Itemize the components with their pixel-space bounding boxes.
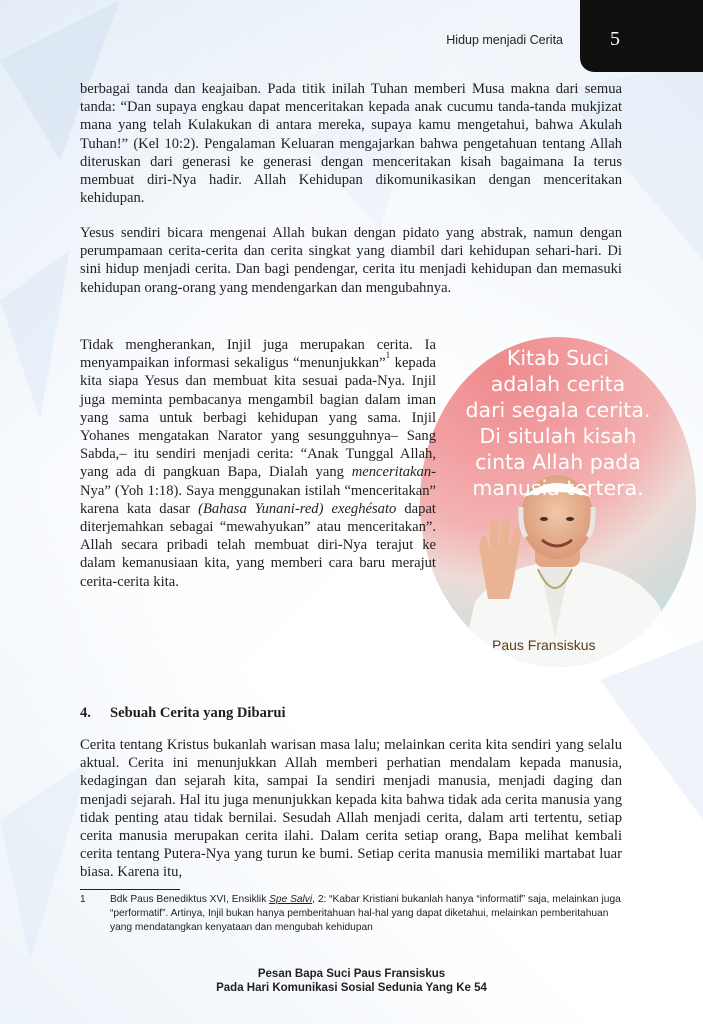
paragraph-1: berbagai tanda dan keajaiban. Pada titik inilah Tuhan memberi Musa makna dari semua tanda: “Dan supaya engkau dapat menceritakan kepada anak cucumu tanda-tanda mukjizat mana yang telah Kulakukan di antara mereka, supaya kamu mengetahui, bahwa Akulah Tuhan!” (Kel 10:2). Pengalaman Keluaran mengajarkan bahwa pengetahuan tentang Allah diteruskan dari generasi ke generasi dengan menceritakan kisah bagaimana Ia terus membuat diri-Nya hadir. Allah Kehidupan dikomunikasikan dengan menceritakan kehidupan. xyxy=(80,81,622,207)
paragraph-2: Yesus sendiri bicara mengenai Allah bukan dengan pidato yang abstrak, namun dengan perumpamaan cerita-cerita dan cerita singkat yang diambil dari kehidupan sehari-hari. Di sini hidup menjadi cerita. Dan bagi pendengar, cerita itu menjadi kehidupan dan memasuki kehidupan orang-orang yang mendengarkan dan mengubahnya. xyxy=(80,225,622,296)
footnote-text-a: Bdk Paus Benediktus XVI, Ensiklik xyxy=(110,894,270,905)
section-heading xyxy=(80,705,286,722)
footnote xyxy=(80,893,625,935)
paragraph-3-emphasis-1: menceritakan xyxy=(351,464,432,481)
paragraph-3-emphasis-2: (Bahasa Yunani-red) exeghésato xyxy=(198,500,397,517)
page-footer xyxy=(0,967,703,995)
paragraph-3-text-d: dapat diterjemahkan sebagai “mewahyukan” atau menceritakan”. Allah secara pribadi telah membuat diri-Nya terajut ke dalam kemanusiaan kita, yang memberi cara baru merajut cerita-cerita kita. xyxy=(80,500,436,590)
quote-line: manusia tertera. xyxy=(472,476,644,500)
footnote-work-title: Spe Salvi xyxy=(269,894,313,905)
quote-callout xyxy=(420,337,696,667)
footnote-text xyxy=(110,893,625,935)
footnote-divider xyxy=(80,889,180,890)
quote-line: cinta Allah pada xyxy=(475,450,641,474)
paragraph-3-text-b: kepada kita siapa Yesus dan membuat kita sesuai pada-Nya. Injil juga meminta pembacanya mengambil bagian dalam iman yang sama untuk berbagi kehidupan yang sama. Injil Yohanes mengatakan Narator yang sesungguhnya– Sang Sabda,– itu sendiri menjadi cerita: “Anak Tunggal Allah, yang ada di pangkuan Bapa, Dialah yang xyxy=(80,355,436,481)
footnote-text-b: , 2: “Kabar Kristiani bukanlah hanya “informatif” saja, melainkan juga “performatif”. Artinya, Injil bukan hanya pemberitahuan hal-hal yang dapat diketahui, melainkan pemberitahuan yang mendatangkan kenyataan dan mengubah kehidupan xyxy=(110,894,621,933)
footer-line-1: Pesan Bapa Suci Paus Fransiskus xyxy=(257,968,446,980)
page-number: 5 xyxy=(610,28,620,50)
paragraph-3 xyxy=(80,336,436,591)
quote-line: adalah cerita xyxy=(490,372,626,396)
section-number: 4. xyxy=(80,705,91,721)
footnote-ref[interactable]: 1 xyxy=(385,350,391,361)
paragraph-3-text-c: -Nya” (Yoh 1:18). Saya menggunakan istilah “menceritakan” karena kata dasar xyxy=(80,464,436,517)
footer-line-2: Pada Hari Komunikasi Sosial Sedunia Yang Ke 54 xyxy=(216,982,487,994)
quote-line: Di situlah kisah xyxy=(479,424,637,448)
quote-text xyxy=(420,345,696,501)
quote-line: dari segala cerita. xyxy=(465,398,651,422)
paragraph-4: Cerita tentang Kristus bukanlah warisan masa lalu; melainkan cerita kita sendiri yang selalu aktual. Cerita ini menunjukkan Allah memberi perhatian mendalam kepada manusia, kedagingan dan sejarah kita, sampai Ia sendiri menjadi manusia, menjadi daging dan menjadi sejarah. Hal itu juga menunjukkan kepada kita bahwa tidak ada cerita manusia yang tidak penting atau tidak bernilai. Sesudah Allah menjadi cerita, dalam arti tertentu, setiap cerita manusia merupakan cerita ilahi. Dalam cerita setiap orang, Bapa melihat kembali cerita tentang Putera-Nya yang turun ke bumi. Setiap cerita manusia memiliki martabat luar biasa. Karena itu, xyxy=(80,737,622,881)
portrait-caption: Paus Fransiskus xyxy=(492,637,596,653)
running-title: Hidup menjadi Cerita xyxy=(446,33,563,47)
page-number-tab xyxy=(580,0,703,72)
section-title: Sebuah Cerita yang Dibarui xyxy=(110,705,286,721)
quote-line: Kitab Suci xyxy=(506,346,610,370)
footnote-number: 1 xyxy=(80,894,86,905)
paragraph-3-text-a: Tidak mengherankan, Injil juga merupakan cerita. Ia menyampaikan informasi sekaligus “menunjukkan” xyxy=(80,337,436,372)
